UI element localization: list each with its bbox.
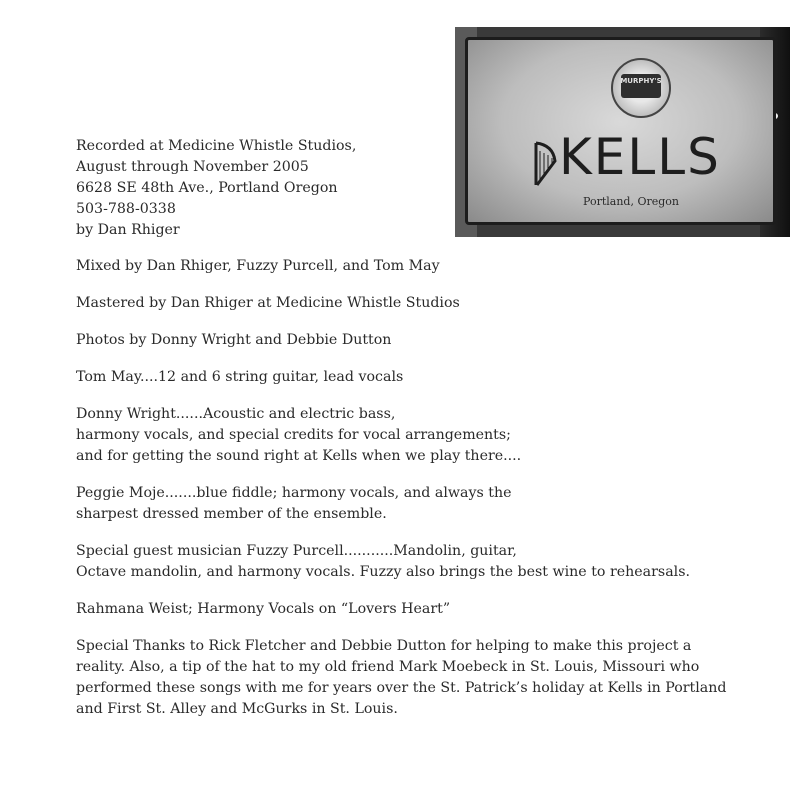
thanks-line: performed these songs with me for years over the St. Patrick’s holiday at Kells in Portland [76, 680, 727, 696]
studio-line: 6628 SE 48th Ave., Portland Oregon [76, 180, 338, 196]
studio-line: August through November 2005 [76, 159, 309, 175]
studio-line: by Dan Rhiger [76, 222, 180, 238]
logo-text: MURPHY'S [620, 77, 662, 85]
special-thanks [76, 636, 788, 720]
mixed-credit: Mixed by Dan Rhiger, Fuzzy Purcell, and Tom May [76, 258, 440, 274]
credit-line: Octave mandolin, and harmony vocals. Fuzzy also brings the best wine to rehearsals. [76, 564, 690, 580]
credit-line: Special guest musician Fuzzy Purcell...........Mandolin, guitar, [76, 543, 517, 559]
thanks-line: reality. Also, a tip of the hat to my old friend Mark Moebeck in St. Louis, Missouri who [76, 659, 700, 675]
thanks-line: Special Thanks to Rick Fletcher and Debbie Dutton for helping to make this project a [76, 638, 692, 654]
peggie-moje-credit [76, 483, 788, 525]
murphys-logo [611, 58, 671, 118]
mastered-credit: Mastered by Dan Rhiger at Medicine Whistle Studios [76, 295, 460, 311]
sign-name: KELLS [559, 128, 721, 186]
donny-wright-credit [76, 404, 788, 467]
credit-line: Donny Wright......Acoustic and electric bass, [76, 406, 396, 422]
tom-may-credit: Tom May....12 and 6 string guitar, lead vocals [76, 369, 404, 385]
credit-line: sharpest dressed member of the ensemble. [76, 506, 387, 522]
credit-line: harmony vocals, and special credits for vocal arrangements; [76, 427, 511, 443]
rahmana-weist-credit: Rahmana Weist; Harmony Vocals on “Lovers Heart” [76, 601, 451, 617]
liner-notes [76, 136, 788, 736]
studio-line: 503-788-0338 [76, 201, 176, 217]
thanks-line: and First St. Alley and McGurks in St. Louis. [76, 701, 398, 717]
credit-line: and for getting the sound right at Kells when we play there.... [76, 448, 522, 464]
credit-line: Peggie Moje.......blue fiddle; harmony vocals, and always the [76, 485, 512, 501]
sign-location: Portland, Oregon [583, 195, 679, 208]
fuzzy-purcell-credit [76, 541, 788, 583]
studio-line: Recorded at Medicine Whistle Studios, [76, 138, 357, 154]
photos-credit: Photos by Donny Wright and Debbie Dutton [76, 332, 392, 348]
recording-info [76, 136, 788, 241]
